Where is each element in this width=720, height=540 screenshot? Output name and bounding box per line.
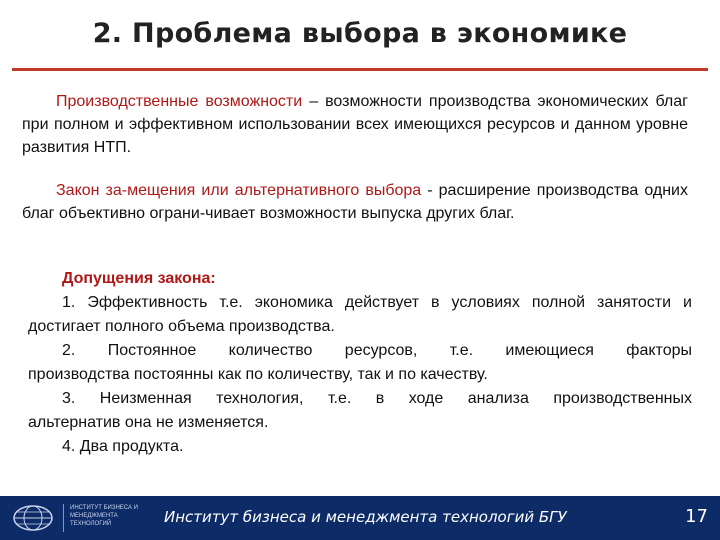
assumption-1-line-2: достигает полного объема производства. <box>28 318 335 335</box>
page-number: 17 <box>685 506 708 527</box>
assumption-3-line-2: альтернатив она не изменяется. <box>28 414 269 431</box>
title-divider <box>12 68 708 71</box>
assumption-2-line-1: 2. Постоянное количество ресурсов, т.е. имеющиеся факторы <box>62 342 692 359</box>
law-text: - расширение производства одних благ объективно ограни-чивает возможности выпуска других благ. <box>22 182 688 222</box>
assumptions-heading: Допущения закона: <box>62 270 216 287</box>
definition-paragraph <box>22 90 688 159</box>
assumption-2-line-2: производства постоянны как по количеству, так и по качеству. <box>28 366 488 383</box>
law-paragraph <box>22 179 688 225</box>
logo-caption: ИНСТИТУТ БИЗНЕСА И МЕНЕДЖМЕНТА ТЕХНОЛОГИЙ <box>70 505 138 527</box>
institute-name: Институт бизнеса и менеджмента технологий БГУ <box>164 508 567 526</box>
term-production-possibilities: Производственные возможности <box>56 93 303 110</box>
definition-text: – возможности производства экономических благ при полном и эффективном использовании всех имеющихся ресурсов и данном уровне развития НТП. <box>22 93 688 156</box>
assumption-1-line-1: 1. Эффективность т.е. экономика действует в условиях полной занятости и <box>62 294 692 311</box>
term-substitution-law: Закон за-мещения или альтернативного выбора <box>56 182 422 199</box>
institute-logo-icon <box>10 502 56 534</box>
assumptions-block <box>28 267 692 459</box>
footer-bar <box>0 496 720 540</box>
assumption-3-line-1: 3. Неизменная технология, т.е. в ходе анализа производственных <box>62 390 692 407</box>
slide-title: 2. Проблема выбора в экономике <box>92 18 628 49</box>
footer-separator <box>63 504 64 532</box>
assumption-4: 4. Два продукта. <box>62 438 184 455</box>
